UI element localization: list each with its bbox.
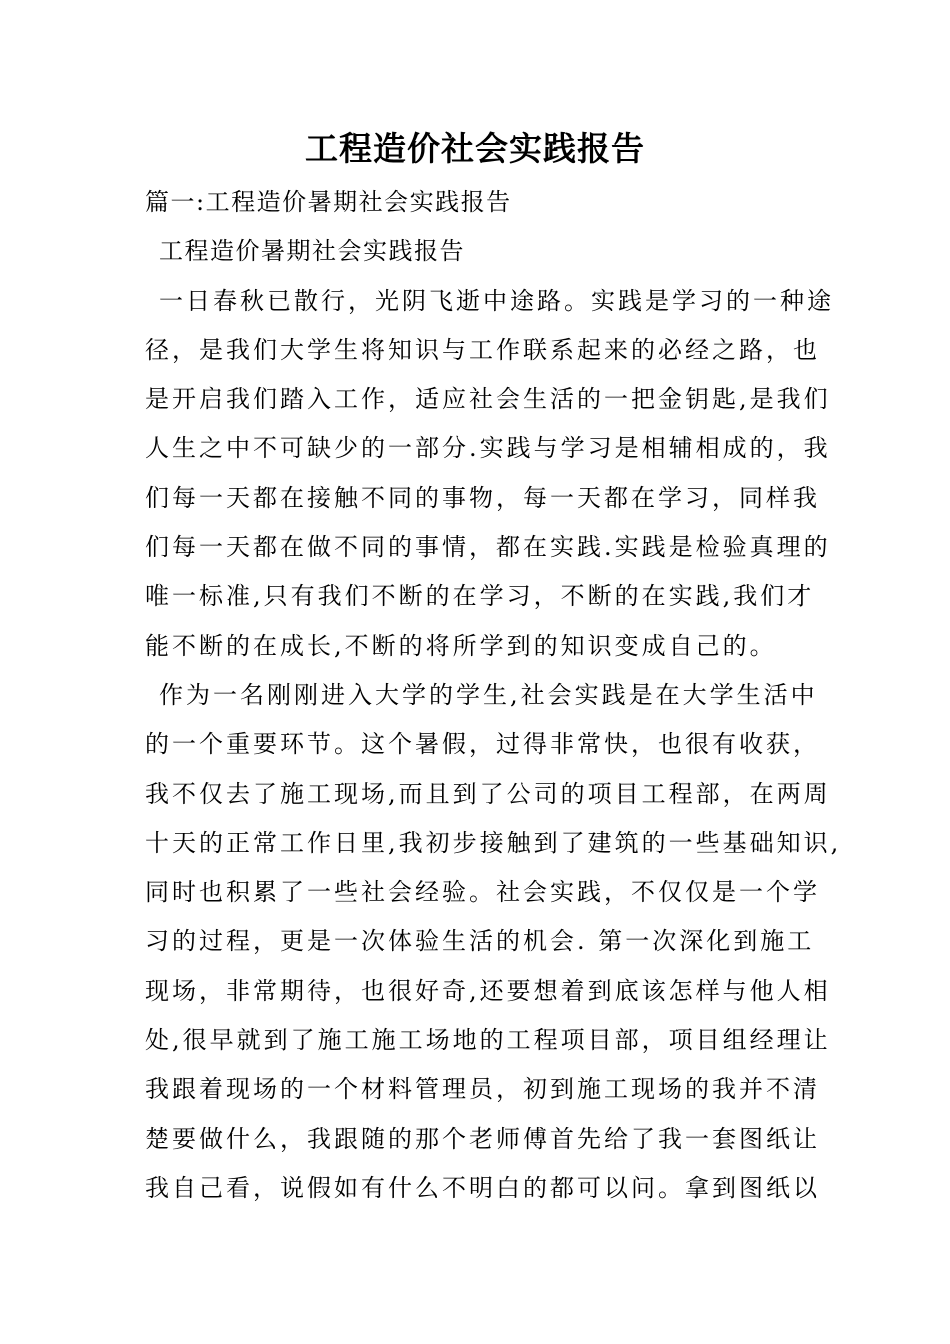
paragraph-line: 我自己看，说假如有什么不明白的都可以问。拿到图纸以 [145, 1173, 820, 1202]
paragraph-line: 习的过程，更是一次体验生活的机会. 第一次深化到施工 [145, 927, 815, 956]
paragraph-line: 们每一天都在做不同的事情，都在实践.实践是检验真理的 [145, 533, 831, 562]
subsection-heading: 工程造价暑期社会实践报告 [159, 237, 465, 266]
paragraph-line: 十天的正常工作日里,我初步接触到了建筑的一些基础知识, [145, 828, 842, 857]
paragraph-line: 同时也积累了一些社会经验。社会实践，不仅仅是一个学 [145, 878, 820, 907]
paragraph-line: 能不断的在成长,不断的将所学到的知识变成自己的。 [145, 631, 777, 660]
document-title: 工程造价社会实践报告 [305, 129, 645, 168]
section-heading: 篇一:工程造价暑期社会实践报告 [145, 188, 512, 216]
paragraph-line: 径，是我们大学生将知识与工作联系起来的必经之路，也 [145, 335, 820, 364]
document-body [145, 178, 842, 1213]
paragraph-line: 的一个重要环节。这个暑假，过得非常快，也很有收获， [145, 730, 820, 759]
paragraph-line: 一日春秋已散行，光阴飞逝中途路。实践是学习的一种途 [159, 286, 834, 315]
paragraph-line: 是开启我们踏入工作，适应社会生活的一把金钥匙,是我们 [145, 385, 831, 414]
paragraph-line: 唯一标准,只有我们不断的在学习，不断的在实践,我们才 [145, 582, 815, 611]
paragraph-line: 我不仅去了施工现场,而且到了公司的项目工程部，在两周 [145, 779, 831, 808]
paragraph-line: 楚要做什么，我跟随的那个老师傅首先给了我一套图纸让 [145, 1124, 820, 1153]
paragraph-line: 处,很早就到了施工施工场地的工程项目部，项目组经理让 [145, 1026, 831, 1055]
paragraph-line: 现场，非常期待，也很好奇,还要想着到底该怎样与他人相 [145, 976, 831, 1005]
paragraph-line: 我跟着现场的一个材料管理员，初到施工现场的我并不清 [145, 1075, 820, 1104]
paragraph-line: 们每一天都在接触不同的事物，每一天都在学习，同样我 [145, 483, 820, 512]
paragraph-line: 人生之中不可缺少的一部分.实践与学习是相辅相成的，我 [145, 434, 831, 463]
paragraph-line: 作为一名刚刚进入大学的学生,社会实践是在大学生活中 [159, 680, 818, 709]
